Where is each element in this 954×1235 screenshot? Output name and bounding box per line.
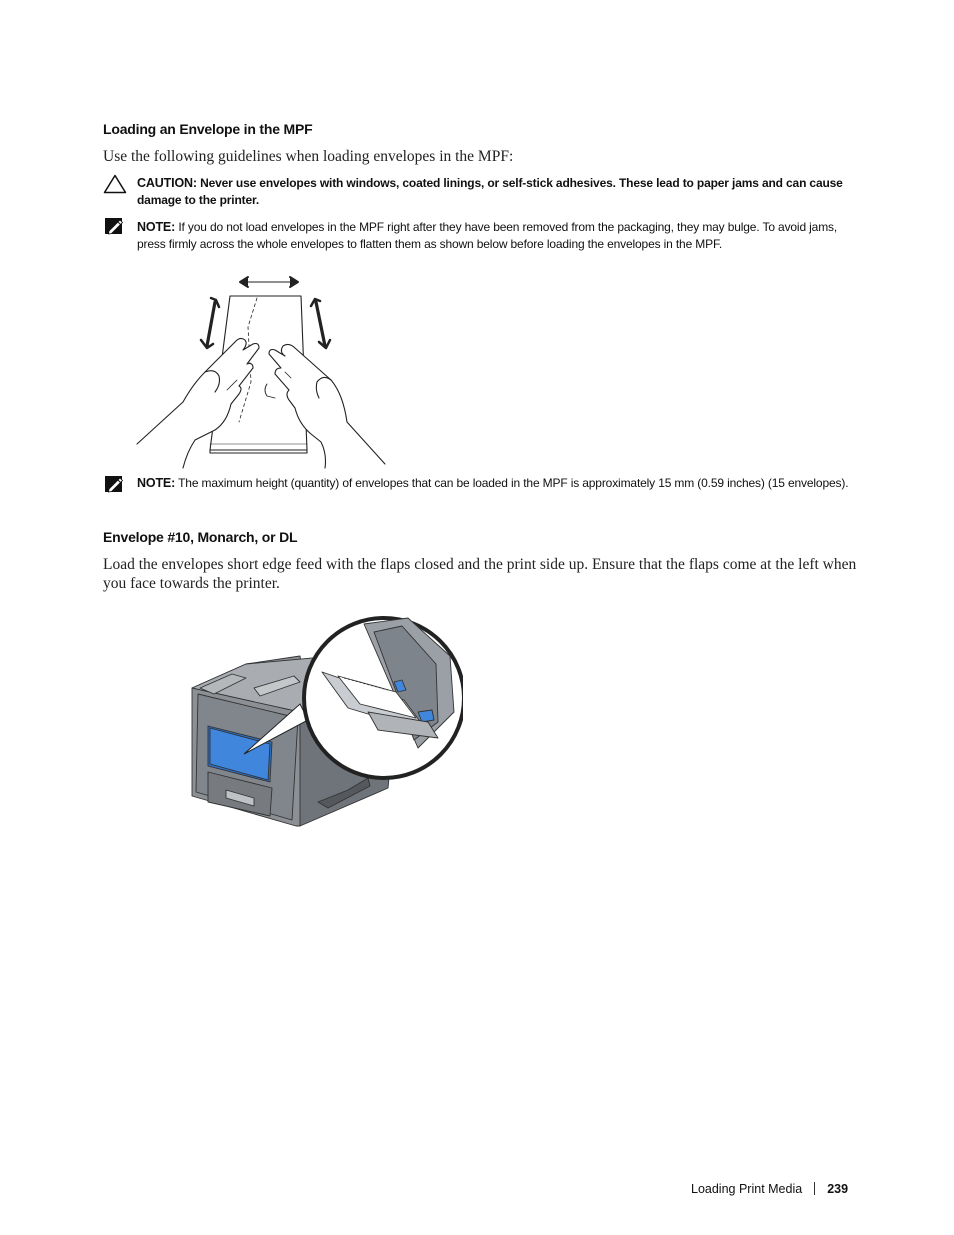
printer-mpf-envelope-illustration xyxy=(188,612,463,828)
note-text: The maximum height (quantity) of envelopes that can be loaded in the MPF is approximately 15 mm (0.59 inches) (15 envelopes). xyxy=(178,476,849,490)
envelope-loading-paragraph: Load the envelopes short edge feed with the flaps closed and the print side up. Ensure that the flaps come at the left when you face towards the printer. xyxy=(103,556,857,592)
note-label: NOTE: xyxy=(137,476,176,490)
caution-label: CAUTION: xyxy=(137,176,197,190)
caution-text: Never use envelopes with windows, coated linings, or self-stick adhesives. These lead to paper jams and can cause damage to the printer. xyxy=(137,176,843,207)
page-number: 239 xyxy=(827,1182,849,1196)
footer-divider xyxy=(814,1182,815,1195)
page-footer xyxy=(691,1182,848,1196)
note-pencil-icon xyxy=(104,474,128,494)
footer-section-title: Loading Print Media xyxy=(691,1182,803,1196)
caution-notice xyxy=(137,175,852,209)
note-pencil-icon xyxy=(104,216,128,236)
note-text: If you do not load envelopes in the MPF right after they have been removed from the packaging, they may bulge. To avoid jams, press firmly across the whole envelopes to flatten them as shown below before loading the envelopes in the MPF. xyxy=(137,220,838,251)
note-max-height xyxy=(137,475,852,492)
section-heading-envelope-10: Envelope #10, Monarch, or DL xyxy=(103,529,298,545)
note-label: NOTE: xyxy=(137,220,176,234)
intro-paragraph: Use the following guidelines when loading envelopes in the MPF: xyxy=(103,148,514,165)
caution-triangle-icon xyxy=(103,174,129,194)
note-envelope-bulge xyxy=(137,219,857,253)
hands-flattening-envelopes-illustration xyxy=(135,272,390,470)
section-heading-loading-envelope: Loading an Envelope in the MPF xyxy=(103,121,313,137)
